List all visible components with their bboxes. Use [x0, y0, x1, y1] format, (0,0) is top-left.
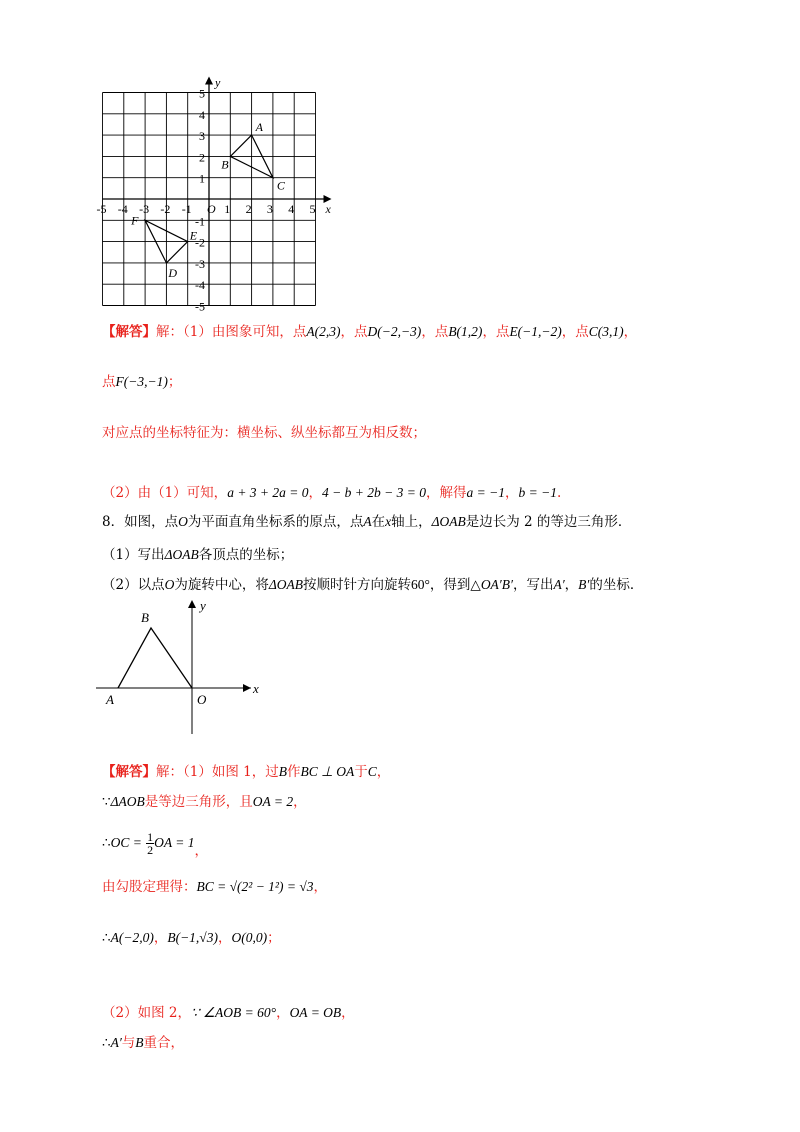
- therefore-symbol: ∴: [102, 930, 111, 945]
- therefore-symbol: ∴: [102, 1035, 111, 1050]
- text: ，解得: [425, 485, 467, 501]
- y-tick-label: 3: [199, 129, 205, 144]
- answer7-line3: 对应点的坐标特征为：横坐标、纵坐标都互为相反数；: [102, 425, 426, 441]
- equation: 4 − b + 2b − 3 = 0: [322, 485, 426, 500]
- label-b: B: [141, 610, 149, 625]
- text: ，: [376, 764, 391, 780]
- x-tick-label: 3: [266, 202, 273, 216]
- var: O(0,0): [231, 930, 268, 945]
- var: B(−1,√3): [167, 930, 218, 945]
- text: ，: [276, 1005, 290, 1021]
- point-label-b: B: [221, 157, 229, 172]
- text: 是边长为 2 的等边三角形．: [465, 514, 632, 530]
- point-f-coord: F(−3,−1): [115, 374, 168, 389]
- point-label-c: C: [276, 178, 285, 193]
- text: 为平面直角坐标系的原点，点: [187, 514, 364, 530]
- var: O: [164, 577, 175, 592]
- point-label-a: A: [255, 120, 263, 135]
- point-d-coord: D(−2,−3): [367, 324, 422, 339]
- text: ，点: [482, 324, 510, 340]
- x-tick-label: 4: [288, 202, 295, 216]
- y-tick-label: 5: [199, 86, 205, 101]
- point-a-coord: A(2,3): [306, 324, 341, 339]
- because-symbol: ∵: [102, 794, 111, 809]
- text: ，: [313, 879, 327, 895]
- problem8-q2: [102, 575, 643, 595]
- var: O: [178, 514, 188, 529]
- equation: a + 3 + 2a = 0: [227, 485, 309, 500]
- text: （1）写出: [102, 547, 165, 563]
- text: （2）由（1）可知，: [102, 485, 228, 501]
- text: ，: [341, 1005, 355, 1021]
- answer8-line6: [102, 1003, 355, 1023]
- var: B: [135, 1035, 144, 1050]
- var: ΔAOB: [110, 794, 145, 809]
- var: OA = OB: [289, 1005, 342, 1020]
- text: 按顺时针方向旋转: [303, 577, 412, 593]
- answer-tag: 【解答】: [102, 764, 156, 780]
- therefore-symbol: ∴: [102, 835, 111, 850]
- problem8-line1: [102, 512, 631, 532]
- label-o: O: [197, 692, 207, 707]
- text: 重合，: [143, 1035, 185, 1051]
- text: ，点: [340, 324, 368, 340]
- point-b-coord: B(1,2): [448, 324, 483, 339]
- axis-y-label: y: [200, 598, 206, 613]
- text: 是等边三角形，且: [144, 794, 253, 810]
- fraction-half: [146, 831, 154, 856]
- var: C: [367, 764, 377, 779]
- y-tick-label: 2: [199, 150, 205, 165]
- text: 为旋转中心，将: [174, 577, 269, 593]
- point-label-d: D: [168, 265, 178, 280]
- var: A: [363, 514, 372, 529]
- x-tick-label: 2: [245, 202, 252, 216]
- axis-y-label: y: [215, 75, 221, 90]
- text: ，点: [561, 324, 589, 340]
- text: ，点: [421, 324, 449, 340]
- answer8-line3: [102, 828, 208, 858]
- problem8-q1: [102, 545, 293, 565]
- x-tick-label: -1: [181, 202, 192, 216]
- text: ，: [217, 930, 232, 946]
- solution-a: a = −1: [466, 485, 505, 500]
- var: BC = √(2² − 1²) = √3: [196, 879, 314, 894]
- numerator: 1: [147, 830, 154, 844]
- text: ，: [293, 794, 307, 810]
- answer-tag: 【解答】: [102, 324, 156, 340]
- text: ，: [308, 485, 323, 501]
- text: ，得到△: [429, 577, 481, 593]
- point-c-coord: C(3,1): [588, 324, 624, 339]
- var: A′: [110, 1035, 122, 1050]
- var: OC =: [110, 835, 142, 850]
- y-tick-label: -1: [195, 214, 205, 229]
- text: 在: [371, 514, 386, 530]
- text: 由勾股定理得：: [102, 879, 197, 895]
- answer8-line4: [102, 877, 327, 897]
- y-tick-label: -3: [195, 256, 205, 271]
- text: 8．如图，点: [102, 514, 179, 530]
- text: ；: [167, 374, 182, 390]
- axis-x-label: x: [325, 202, 331, 216]
- x-tick-label: -5: [96, 202, 107, 216]
- axis-x-label: x: [253, 681, 259, 696]
- answer8-line1: [102, 762, 390, 782]
- y-tick-label: -4: [195, 278, 205, 293]
- denominator: 2: [147, 843, 154, 857]
- answer8-line7: [102, 1033, 184, 1053]
- text: 于: [354, 764, 368, 780]
- y-axis-arrow: [205, 77, 213, 85]
- triangle-figure: [96, 598, 266, 738]
- var: ΔOAB: [268, 577, 304, 592]
- text: 与: [121, 1035, 136, 1051]
- y-tick-label: 1: [199, 171, 205, 186]
- coordinate-grid-figure: [96, 72, 346, 312]
- var: OA = 1: [154, 835, 195, 850]
- text: ，: [504, 485, 519, 501]
- label-a: A: [106, 692, 114, 707]
- text: ，: [623, 324, 638, 340]
- x-tick-label: -2: [160, 202, 171, 216]
- text: 解：（1）由图象可知，点: [156, 324, 307, 340]
- var: B: [278, 764, 287, 779]
- text: 点: [102, 374, 116, 390]
- var: x: [385, 514, 392, 529]
- point-label-e: E: [189, 228, 198, 243]
- var: ∵ ∠AOB = 60°: [190, 1005, 277, 1020]
- text: 各顶点的坐标；: [198, 547, 294, 563]
- var: ΔOAB: [164, 547, 199, 562]
- var: A′: [553, 577, 565, 592]
- var: A(−2,0): [110, 930, 154, 945]
- x-tick-label: -3: [139, 202, 150, 216]
- text: ，: [153, 930, 168, 946]
- solution-b: b = −1: [518, 485, 557, 500]
- point-label-f: F: [131, 213, 139, 228]
- var: B′: [578, 577, 590, 592]
- var: 60°: [411, 577, 430, 592]
- text: （2）以点: [102, 577, 165, 593]
- text: 解：（1）如图 1，过: [156, 764, 279, 780]
- y-tick-label: 4: [199, 107, 205, 122]
- text: （2）如图 2，: [102, 1005, 191, 1021]
- x-tick-label: 5: [309, 202, 316, 216]
- text: 的坐标．: [589, 577, 644, 593]
- point-e-coord: E(−1,−2): [509, 324, 562, 339]
- text: ，写出: [512, 577, 554, 593]
- answer7-line1: [102, 322, 637, 342]
- text: ，: [564, 577, 579, 593]
- x-tick-label: 1: [224, 202, 231, 216]
- x-tick-label: -4: [117, 202, 128, 216]
- answer7-line2: [102, 372, 181, 392]
- var: BC ⊥ OA: [300, 764, 355, 779]
- var: ΔOAB: [431, 514, 466, 529]
- answer7-line4: [102, 483, 561, 503]
- text: .: [556, 485, 562, 501]
- x-tick-label: O: [207, 202, 216, 216]
- var: OA = 2: [252, 794, 294, 809]
- text: 作: [286, 764, 301, 780]
- text: 轴上，: [391, 514, 432, 530]
- answer8-line2: [102, 792, 307, 812]
- y-tick-label: -5: [195, 299, 205, 312]
- answer8-line5: [102, 928, 281, 948]
- text: ；: [267, 930, 281, 946]
- var: OA′B′: [480, 577, 513, 592]
- y-tick-label: -2: [195, 235, 205, 250]
- text: ，: [194, 843, 209, 859]
